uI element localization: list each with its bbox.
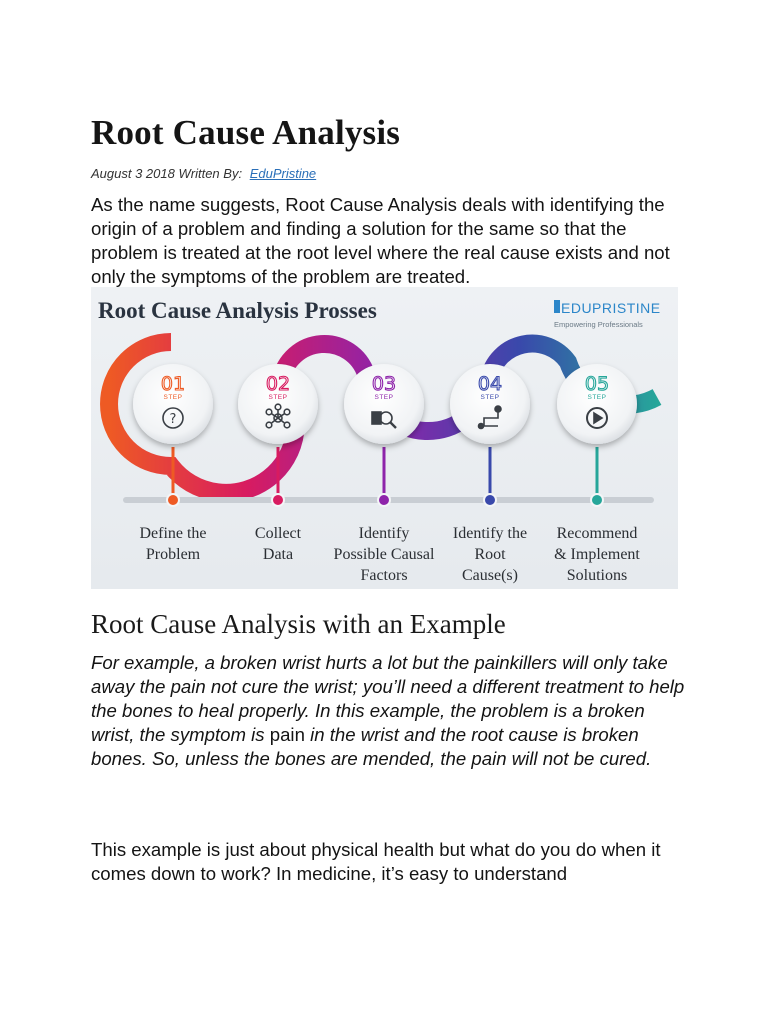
step-word: STEP bbox=[163, 394, 183, 401]
step-label-line: Identify the bbox=[452, 525, 528, 542]
step-dot bbox=[591, 494, 603, 506]
author-link[interactable]: EduPristine bbox=[249, 166, 317, 181]
brand-logo bbox=[554, 300, 661, 329]
step-dot bbox=[484, 494, 496, 506]
step-number: 05 bbox=[584, 373, 610, 395]
written-by-label: Written By: bbox=[178, 166, 243, 181]
step-word: STEP bbox=[268, 394, 288, 401]
article-date: August 3 2018 bbox=[91, 166, 175, 181]
brand-name: EDUPRISTINE bbox=[561, 300, 661, 316]
intro-paragraph: As the name suggests, Root Cause Analysis deals with identifying the origin of a problem and finding a solution for the same so that the problem is treated at the root level where the real cause exists and not only the symptoms of the problem are treated. bbox=[91, 194, 670, 287]
step-03 bbox=[334, 364, 435, 584]
step-dot bbox=[167, 494, 179, 506]
step-label-line: Define the bbox=[139, 525, 207, 542]
example-heading: Root Cause Analysis with an Example bbox=[91, 609, 506, 639]
step-label-line: Root bbox=[474, 546, 506, 563]
step-word: STEP bbox=[587, 394, 607, 401]
step-dot bbox=[272, 494, 284, 506]
article-title: Root Cause Analysis bbox=[91, 113, 401, 152]
step-label-line: Identify bbox=[358, 525, 410, 542]
infographic-canvas bbox=[91, 287, 678, 589]
step-label-line: Data bbox=[262, 546, 294, 563]
step-dot bbox=[378, 494, 390, 506]
brand-tagline: Empowering Professionals bbox=[554, 320, 643, 329]
step-label-line: Cause(s) bbox=[462, 567, 518, 584]
example-text-1: For example, a broken wrist hurts a lot but the painkillers will only take away the pain not cure the wrist; you’ll need a different treatment to help the bones to heal properly. In this example, the problem is a broken wrist, the symptom is bbox=[91, 652, 685, 745]
article-meta bbox=[91, 166, 316, 181]
step-word: STEP bbox=[480, 394, 500, 401]
step-label-line: Factors bbox=[360, 567, 408, 584]
step-label-line: Recommend bbox=[556, 525, 638, 542]
step-word: STEP bbox=[374, 394, 394, 401]
rca-infographic bbox=[91, 287, 678, 589]
infographic-title: Root Cause Analysis Prosses bbox=[98, 298, 377, 323]
step-number: 02 bbox=[265, 373, 291, 395]
step-number: 01 bbox=[160, 373, 186, 395]
example-text-2: in the wrist and the root cause is broken bones. So, unless the bones are mended, the pain will not be cured. bbox=[91, 724, 652, 769]
step-05 bbox=[554, 364, 640, 584]
step-label-line: Collect bbox=[254, 525, 302, 542]
step-04 bbox=[450, 364, 530, 584]
step-02 bbox=[238, 364, 318, 563]
step-label-line: & Implement bbox=[554, 546, 640, 563]
step-number: 03 bbox=[371, 373, 397, 395]
example-paragraph bbox=[91, 651, 691, 771]
example-text-pain: pain bbox=[269, 724, 305, 745]
step-number: 04 bbox=[477, 373, 503, 395]
step-label-line: Solutions bbox=[566, 567, 628, 584]
svg-text:?: ? bbox=[169, 412, 177, 427]
step-label-line: Possible Causal bbox=[333, 546, 435, 563]
step-label-line: Problem bbox=[145, 546, 201, 563]
closing-paragraph: This example is just about physical health but what do you do when it comes down to work? In medicine, it’s easy to understand bbox=[91, 839, 661, 884]
